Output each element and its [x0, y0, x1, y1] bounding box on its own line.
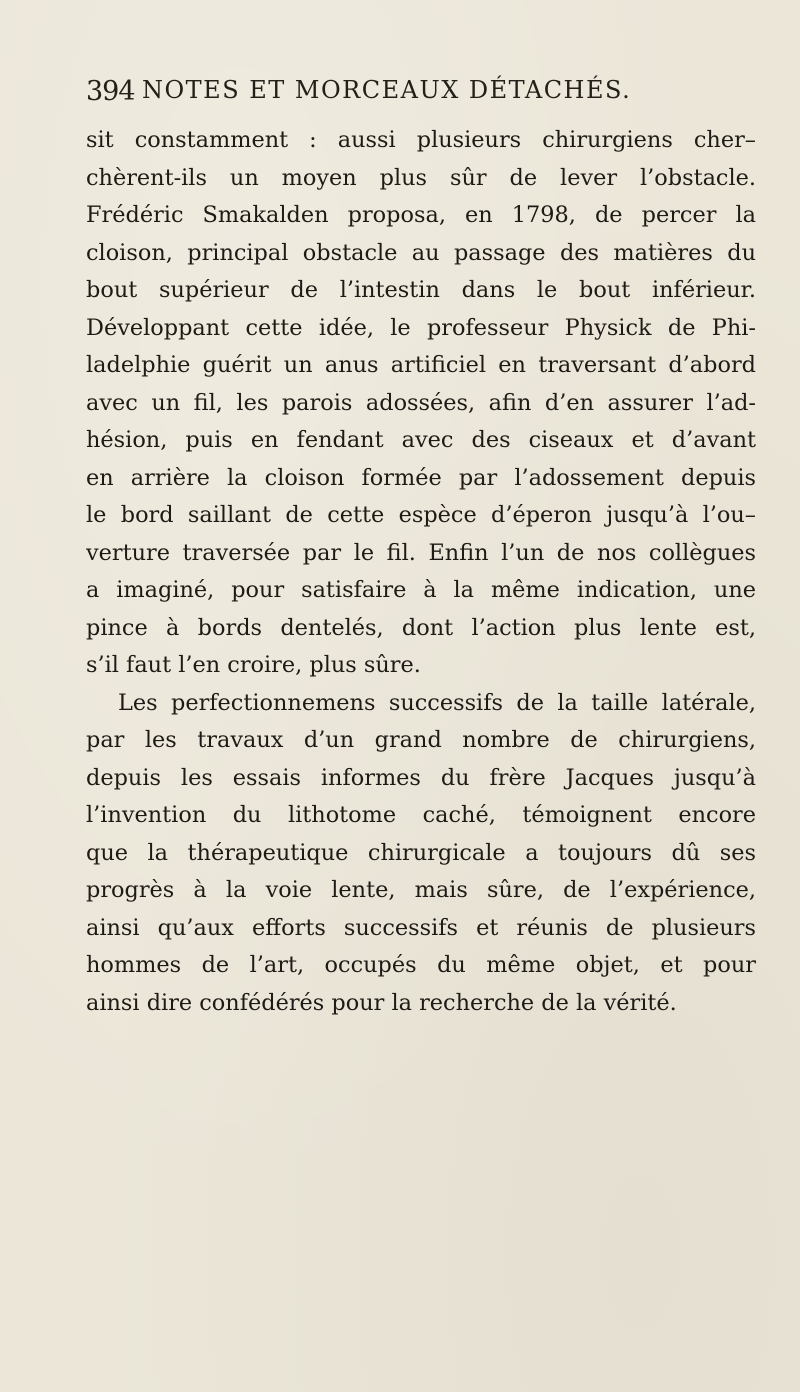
text-line: l’invention du lithotome caché, témoignent encore: [86, 802, 756, 828]
text-line: par les travaux d’un grand nombre de chirurgiens,: [86, 727, 756, 753]
text-line: ainsi qu’aux efforts successifs et réunis de plusieurs: [86, 914, 756, 941]
body-text: [86, 122, 756, 1022]
text-line: hésion, puis en fendant avec des ciseaux et d’avant: [86, 427, 756, 453]
text-line: pince à bords dentelés, dont l’action plus lente est,: [86, 614, 756, 641]
text-line: Frédéric Smakalden proposa, en 1798, de percer la: [86, 202, 756, 228]
text-line: depuis les essais informes du frère Jacques jusqu’à: [86, 764, 756, 791]
text-line: verture traversée par le fil. Enfin l’un de nos collègues: [86, 539, 756, 566]
text-line: hommes de l’art, occupés du même objet, et pour: [86, 952, 756, 978]
text-line: que la thérapeutique chirurgicale a toujours dû ses: [86, 839, 756, 866]
page-number: 394: [86, 76, 135, 107]
running-title: NOTES ET MORCEAUX DÉTACHÉS.: [142, 76, 632, 104]
text-line: ladelphie guérit un anus artificiel en traversant d’abord: [86, 352, 756, 378]
paragraph-end-line: ainsi dire confédérés pour la recherche de la vérité.: [86, 989, 677, 1016]
text-line: sit constamment : aussi plusieurs chirurgiens cher–: [86, 127, 756, 153]
text-line: chèrent-ils un moyen plus sûr de lever l’obstacle.: [86, 164, 756, 191]
paragraph-end-line: s’il faut l’en croire, plus sûre.: [86, 652, 421, 678]
text-line: a imaginé, pour satisfaire à la même indication, une: [86, 577, 756, 603]
text-line: avec un fil, les parois adossées, afin d’en assurer l’ad-: [86, 389, 756, 416]
text-line: cloison, principal obstacle au passage des matières du: [86, 239, 756, 266]
text-line: le bord saillant de cette espèce d’éperon jusqu’à l’ou–: [86, 502, 756, 528]
running-head: [86, 74, 646, 108]
text-line: Développant cette idée, le professeur Physick de Phi-: [86, 314, 756, 341]
paragraph-first-line: Les perfectionnemens successifs de la taille latérale,: [118, 689, 756, 716]
text-line: progrès à la voie lente, mais sûre, de l’expérience,: [86, 877, 756, 903]
text-line: en arrière la cloison formée par l’adossement depuis: [86, 464, 756, 491]
text-line: bout supérieur de l’intestin dans le bout inférieur.: [86, 277, 756, 303]
